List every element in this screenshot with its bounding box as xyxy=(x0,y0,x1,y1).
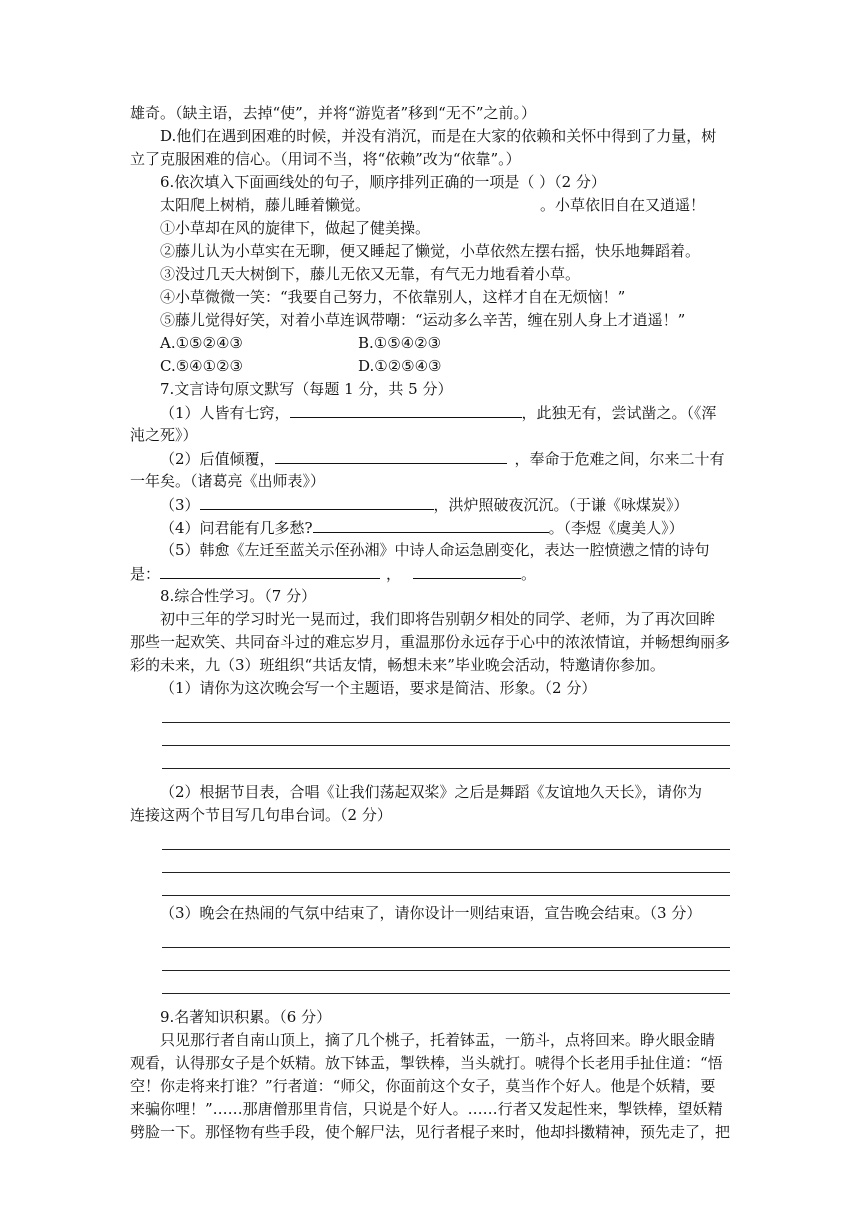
q8-part-3-answer-line[interactable] xyxy=(162,971,730,994)
q8-part-2-line1: （2）根据节目表，合唱《让我们荡起双桨》之后是舞蹈《友谊地久天长》，请你为 xyxy=(160,783,703,801)
q8-intro-line1: 初中三年的学习时光一晃而过，我们即将告别朝夕相处的同学、老师，为了再次回眸 xyxy=(160,610,716,628)
q8-part-2-answer-line[interactable] xyxy=(162,850,730,873)
q7-item-3-pre: （3） xyxy=(160,496,200,514)
q6-sentence-3: ③没过几天大树倒下，藤儿无依又无靠，有气无力地看着小草。 xyxy=(160,265,581,283)
exam-page xyxy=(130,102,730,1144)
q7-stem: 7.文言诗句原文默写（每题 1 分，共 5 分） xyxy=(160,380,453,398)
q8-intro-line3: 彩的未来，九（3）班组织“共话友情，畅想未来”毕业晚会活动，特邀请你参加。 xyxy=(130,656,665,674)
q6-context xyxy=(130,194,730,217)
q6-options-ab xyxy=(130,332,730,355)
q7-item-1 xyxy=(130,401,730,424)
q6-option-a[interactable]: A.①⑤②④③ xyxy=(160,334,243,352)
q7-item-2-cont: 一年矣。（诸葛亮《出师表》） xyxy=(130,472,326,490)
q8-part-1: （1）请你为这次晚会写一个主题语，要求是简洁、形象。（2 分） xyxy=(160,679,597,697)
q8-stem: 8.综合性学习。（7 分） xyxy=(160,587,317,605)
q7-item-1-blank[interactable] xyxy=(290,401,522,418)
q7-item-2 xyxy=(130,447,730,470)
q6-sentence-5: ⑤藤儿觉得好笑，对着小草连讽带嘲：“运动多么辛苦，缠在别人身上才逍遥！” xyxy=(160,311,686,329)
q8-part-3-answer-line[interactable] xyxy=(162,925,730,948)
q8-intro-line2: 那些一起欢笑、共同奋斗过的难忘岁月，重温那份永远存于心中的浓浓情谊，并畅想绚丽多 xyxy=(130,633,731,651)
q8-part-3: （3）晚会在热闹的气氛中结束了，请你设计一则结束语，宣告晚会结束。（3 分） xyxy=(160,904,702,922)
q7-item-5-line1: （5）韩愈《左迁至蓝关示侄孙湘》中诗人命运急剧变化，表达一腔愤懑之情的诗句 xyxy=(160,541,710,559)
q7-item-4-pre: （4）问君能有几多愁? xyxy=(160,519,313,537)
q6-sentence-4: ④小草微微一笑：“我要自己努力，不依靠别人，这样才自在无烦恼！” xyxy=(160,288,626,306)
q7-item-5-blank-1[interactable] xyxy=(160,562,380,579)
q7-item-3 xyxy=(130,493,730,516)
q9-stem: 9.名著知识积累。（6 分） xyxy=(160,1008,332,1026)
q9-passage-line3: 空！你走将来打谁？”行者道：“师父，你面前这个女子，莫当作个好人。他是个妖精，要 xyxy=(130,1077,716,1095)
q5-option-d-line1: D.他们在遇到困难的时候，并没有消沉，而是在大家的依赖和关怀中得到了力量，树 xyxy=(160,127,717,145)
q6-context-right: 。小草依旧自在又逍遥！ xyxy=(540,196,706,214)
q8-part-2-answer-line[interactable] xyxy=(162,827,730,850)
q6-sentence-2: ②藤儿认为小草实在无聊，便又睡起了懒觉，小草依然左摆右摇，快乐地舞蹈着。 xyxy=(160,242,701,260)
q7-item-3-post: ，洪炉照破夜沉沉。（于谦《咏煤炭》） xyxy=(433,496,689,514)
q7-item-1-pre: （1）人皆有七窍， xyxy=(160,404,290,422)
q6-options-cd xyxy=(130,355,730,378)
q8-part-1-answer-line[interactable] xyxy=(162,723,730,746)
q8-part-2-answer-line[interactable] xyxy=(162,873,730,896)
q6-option-c[interactable]: C.⑤④①②③ xyxy=(160,357,243,375)
q5-option-d-line2: 立了克服困难的信心。（用词不当，将“依赖”改为“依靠”。） xyxy=(130,150,521,168)
q7-item-2-pre: （2）后值倾覆， xyxy=(160,450,275,468)
q7-item-4-post: 。（李煜《虞美人》） xyxy=(548,519,684,537)
q5-option-c-tail: 雄奇。（缺主语，去掉“使”，并将“游览者”移到“无不”之前。） xyxy=(130,104,537,122)
q8-part-2-line2: 连接这两个节目写几句串台词。（2 分） xyxy=(130,806,392,824)
q6-option-b[interactable]: B.①⑤④②③ xyxy=(358,334,442,352)
q7-item-1-post: ，此独无有，尝试凿之。（《浑 xyxy=(521,404,717,422)
q9-passage-line5: 劈脸一下。那怪物有些手段，使个解尸法，见行者棍子来时，他却抖擞精神，预先走了，把 xyxy=(130,1123,731,1141)
q8-part-1-answer-line[interactable] xyxy=(162,700,730,723)
q6-stem: 6.依次填入下面画线处的句子，顺序排列正确的一项是（ ）（2 分） xyxy=(160,173,606,191)
q7-item-5-end: 。 xyxy=(521,565,537,583)
q7-item-5-pre: 是： xyxy=(130,565,161,583)
q9-passage-line2: 观看，认得那女子是个妖精。放下钵盂，掣铁棒，当头就打。唬得个长老用手扯住道：“悟 xyxy=(130,1054,723,1072)
q7-item-2-post: ，奉命于危难之间，尔来二十有 xyxy=(514,450,725,468)
q8-part-1-answer-line[interactable] xyxy=(162,746,730,769)
q7-item-5-mid: ， xyxy=(386,565,402,583)
q7-item-4-blank[interactable] xyxy=(313,516,549,533)
q6-context-left: 太阳爬上树梢，藤儿睡着懒觉。 xyxy=(160,196,371,214)
q9-passage-line4: 来骗你哩！”……那唐僧那里肯信，只说是个好人。……行者又发起性来，掣铁棒，望妖精 xyxy=(130,1100,723,1118)
q7-item-1-cont: 沌之死》） xyxy=(130,426,198,444)
q6-sentence-1: ①小草却在风的旋律下，做起了健美操。 xyxy=(160,219,431,237)
q8-part-3-answer-line[interactable] xyxy=(162,948,730,971)
q7-item-5-blank-2[interactable] xyxy=(413,562,521,579)
q6-option-d[interactable]: D.①②⑤④③ xyxy=(358,357,442,375)
q7-item-4 xyxy=(130,516,730,539)
q7-item-2-blank[interactable] xyxy=(275,447,507,464)
q9-passage-line1: 只见那行者自南山顶上，摘了几个桃子，托着钵盂，一筋斗，点将回来。睁火眼金睛 xyxy=(160,1031,716,1049)
q7-item-5-line2 xyxy=(130,562,730,585)
q7-item-3-blank[interactable] xyxy=(200,493,434,510)
